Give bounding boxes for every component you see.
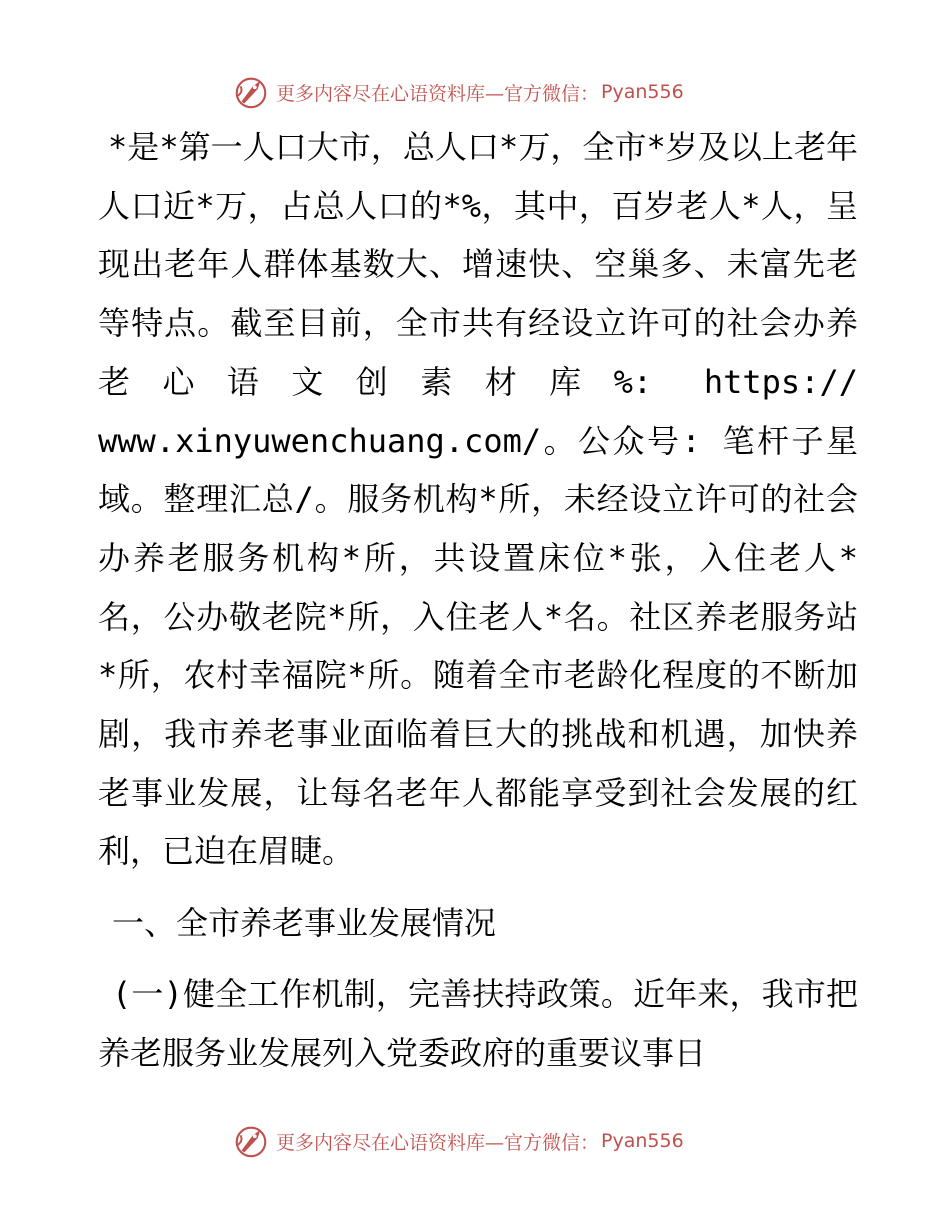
header-watermark-banner	[232, 72, 684, 112]
section-heading: 一、全市养老事业发展情况	[112, 904, 497, 943]
watermark-text: 更多内容尽在心语资料库—官方微信：	[276, 1131, 600, 1154]
body-paragraph-section-1: (一)健全工作机制，完善扶持政策。近年来，我市把养老服务业发展列入党委政府的重要议事日	[98, 975, 858, 1072]
wechat-id: Pyan556	[601, 1130, 684, 1152]
watermark-text: 更多内容尽在心语资料库—官方微信：	[276, 82, 600, 105]
wechat-id: Pyan556	[601, 81, 684, 103]
pen-nib-circle-icon	[232, 1122, 270, 1160]
body-paragraph-intro: *是*第一人口大市，总人口*万，全市*岁及以上老年人口近*万，占总人口的*%，其中，百岁老人*人，呈现出老年人群体基数大、增速快、空巢多、未富先老等特点。截至目前，全市共有经设立许可的社会办养老心语文创素材库%: https:// www.xinyuwenchuang.com/。公众号: 笔杆子星域。整理汇总/。服务机构*所，未经设立许可的社会办养老服务机构*所，共设置床位*张，入住老人*名，公办敬老院*所，入住老人*名。社区养老服务站*所，农村幸福院*所。随着全市老龄化程度的不断加剧，我市养老事业面临着巨大的挑战和机遇，加快养老事业发展，让每名老年人都能享受到社会发展的红利，已迫在眉睫。	[98, 128, 858, 871]
document-body	[98, 118, 858, 1083]
pen-nib-circle-icon	[232, 73, 270, 111]
footer-watermark-banner	[232, 1121, 684, 1161]
